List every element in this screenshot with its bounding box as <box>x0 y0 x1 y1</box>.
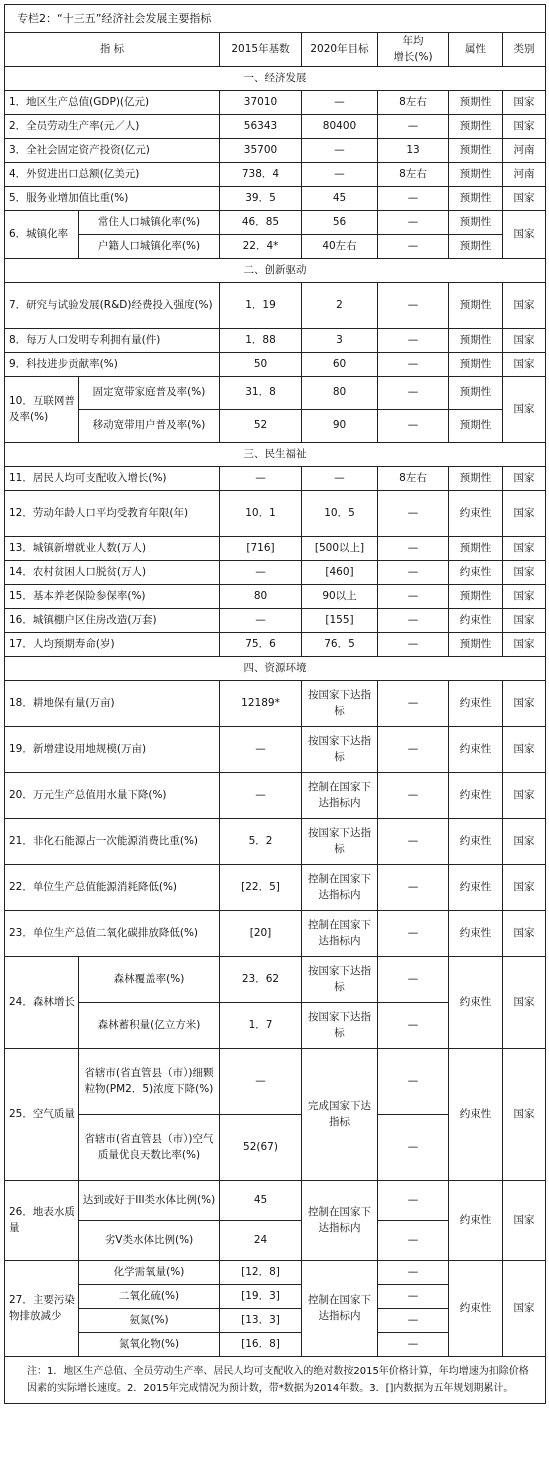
sub-indicator-name: 二氧化硫(%) <box>79 1285 220 1309</box>
cell-growth: — <box>378 1181 449 1221</box>
group-name: 25．空气质量 <box>5 1049 79 1181</box>
cell-type: 国家 <box>503 1049 546 1181</box>
section-header: 一、经济发展 <box>5 67 546 91</box>
indicator-name: 14．农村贫困人口脱贫(万人) <box>5 561 220 585</box>
indicator-name: 23．单位生产总值二氧化碳排放降低(%) <box>5 911 220 957</box>
group-name: 24．森林增长 <box>5 957 79 1049</box>
table-row <box>5 957 546 1003</box>
cell-growth: — <box>378 1003 449 1049</box>
indicator-name: 18．耕地保有量(万亩) <box>5 681 220 727</box>
cell-type: 国家 <box>503 283 546 329</box>
cell-attr: 约束性 <box>449 1049 503 1181</box>
indicators-table <box>4 4 546 1404</box>
cell-target: 2 <box>302 283 378 329</box>
group-name: 26．地表水质量 <box>5 1181 79 1261</box>
cell-target: 按国家下达指标 <box>302 819 378 865</box>
cell-target: 60 <box>302 353 378 377</box>
cell-type: 国家 <box>503 115 546 139</box>
cell-target: — <box>302 467 378 491</box>
cell-attr: 约束性 <box>449 609 503 633</box>
indicator-name: 7．研究与试验发展(R&D)经费投入强度(%) <box>5 283 220 329</box>
table-row <box>5 585 546 609</box>
cell-base: [22．5] <box>220 865 302 911</box>
cell-attr: 预期性 <box>449 410 503 443</box>
table-row <box>5 283 546 329</box>
sub-indicator-name: 氨氮(%) <box>79 1309 220 1333</box>
sub-indicator-name: 固定宽带家庭普及率(%) <box>79 377 220 410</box>
cell-base: 37010 <box>220 91 302 115</box>
cell-attr: 预期性 <box>449 329 503 353</box>
table-row <box>5 609 546 633</box>
table-row <box>5 377 546 410</box>
cell-growth: — <box>378 727 449 773</box>
cell-target: — <box>302 91 378 115</box>
cell-base: [12．8] <box>220 1261 302 1285</box>
cell-target: 控制在国家下达指标内 <box>302 1181 378 1261</box>
cell-growth: — <box>378 1333 449 1357</box>
indicator-name: 19．新增建设用地规模(万亩) <box>5 727 220 773</box>
sub-indicator-name: 省辖市(省直管县（市）)空气质量优良天数比率(%) <box>79 1115 220 1181</box>
cell-attr: 预期性 <box>449 377 503 410</box>
cell-base: [20] <box>220 911 302 957</box>
cell-type: 国家 <box>503 561 546 585</box>
cell-growth: — <box>378 115 449 139</box>
cell-growth: — <box>378 1115 449 1181</box>
cell-growth: — <box>378 585 449 609</box>
table-row <box>5 115 546 139</box>
cell-growth: — <box>378 865 449 911</box>
cell-type: 国家 <box>503 353 546 377</box>
cell-target: 3 <box>302 329 378 353</box>
header-growth: 年均 增长(%) <box>378 33 449 67</box>
cell-attr: 预期性 <box>449 283 503 329</box>
table-row <box>5 633 546 657</box>
cell-attr: 约束性 <box>449 491 503 537</box>
table-row <box>5 353 546 377</box>
cell-target: 10．5 <box>302 491 378 537</box>
table-row <box>5 187 546 211</box>
cell-target: 45 <box>302 187 378 211</box>
cell-growth: — <box>378 235 449 259</box>
cell-base: 45 <box>220 1181 302 1221</box>
cell-attr: 预期性 <box>449 187 503 211</box>
indicator-name: 12．劳动年龄人口平均受教育年限(年) <box>5 491 220 537</box>
cell-base: 1．88 <box>220 329 302 353</box>
cell-base: 50 <box>220 353 302 377</box>
cell-target: 完成国家下达指标 <box>302 1049 378 1181</box>
cell-base: 10．1 <box>220 491 302 537</box>
cell-type: 国家 <box>503 633 546 657</box>
cell-type: 河南 <box>503 139 546 163</box>
cell-target: 80400 <box>302 115 378 139</box>
cell-base: 738．4 <box>220 163 302 187</box>
cell-target: 控制在国家下达指标内 <box>302 773 378 819</box>
table-row <box>5 773 546 819</box>
table-row <box>5 1049 546 1115</box>
group-name: 6．城镇化率 <box>5 211 79 259</box>
cell-growth: — <box>378 187 449 211</box>
cell-target: [500以上] <box>302 537 378 561</box>
sub-indicator-name: 氮氧化物(%) <box>79 1333 220 1357</box>
cell-growth: — <box>378 1049 449 1115</box>
header-type: 类别 <box>503 33 546 67</box>
cell-type: 国家 <box>503 187 546 211</box>
sub-indicator-name: 森林覆盖率(%) <box>79 957 220 1003</box>
table-row <box>5 491 546 537</box>
cell-base: 24 <box>220 1221 302 1261</box>
cell-attr: 约束性 <box>449 561 503 585</box>
cell-base: [716] <box>220 537 302 561</box>
cell-growth: — <box>378 1221 449 1261</box>
indicator-name: 2．全员劳动生产率(元／人) <box>5 115 220 139</box>
sub-indicator-name: 户籍人口城镇化率(%) <box>79 235 220 259</box>
cell-base: 75．6 <box>220 633 302 657</box>
table-note: 注：1．地区生产总值、全员劳动生产率、居民人均可支配收入的绝对数按2015年价格计算，年均增速为扣除价格因素的实际增长速度。2．2015年完成情况为预计数，带*数据为2014年数。3．[]内数据为五年规划期累计。 <box>5 1357 546 1404</box>
cell-attr: 预期性 <box>449 633 503 657</box>
cell-attr: 约束性 <box>449 957 503 1049</box>
table-title: 专栏2：“十三五”经济社会发展主要指标 <box>5 5 546 33</box>
group-name: 10．互联网普及率(%) <box>5 377 79 443</box>
cell-growth: — <box>378 283 449 329</box>
cell-type: 国家 <box>503 609 546 633</box>
cell-base: 35700 <box>220 139 302 163</box>
cell-target: 按国家下达指标 <box>302 1003 378 1049</box>
cell-type: 国家 <box>503 585 546 609</box>
indicator-name: 5．服务业增加值比重(%) <box>5 187 220 211</box>
cell-base: 22．4* <box>220 235 302 259</box>
cell-attr: 约束性 <box>449 727 503 773</box>
header-base: 2015年基数 <box>220 33 302 67</box>
indicator-name: 16．城镇棚户区住房改造(万套) <box>5 609 220 633</box>
cell-type: 国家 <box>503 211 546 259</box>
cell-growth: — <box>378 609 449 633</box>
table-row <box>5 1181 546 1221</box>
table-row <box>5 235 546 259</box>
cell-attr: 预期性 <box>449 115 503 139</box>
cell-attr: 预期性 <box>449 537 503 561</box>
cell-target: 按国家下达指标 <box>302 957 378 1003</box>
table-row <box>5 727 546 773</box>
cell-base: 31．8 <box>220 377 302 410</box>
cell-base: 52(67) <box>220 1115 302 1181</box>
cell-type: 国家 <box>503 681 546 727</box>
table-row <box>5 211 546 235</box>
table-row <box>5 1261 546 1285</box>
cell-growth: 13 <box>378 139 449 163</box>
cell-growth: — <box>378 773 449 819</box>
cell-base: — <box>220 467 302 491</box>
table-row <box>5 561 546 585</box>
cell-base: 39．5 <box>220 187 302 211</box>
cell-attr: 预期性 <box>449 91 503 115</box>
cell-base: 1．7 <box>220 1003 302 1049</box>
cell-growth: — <box>378 537 449 561</box>
cell-target: [155] <box>302 609 378 633</box>
cell-base: 5．2 <box>220 819 302 865</box>
sub-indicator-name: 省辖市(省直管县（市）)细颗粒物(PM2．5)浓度下降(%) <box>79 1049 220 1115</box>
cell-growth: — <box>378 1309 449 1333</box>
table-row <box>5 819 546 865</box>
cell-type: 国家 <box>503 865 546 911</box>
cell-target: — <box>302 163 378 187</box>
cell-growth: — <box>378 410 449 443</box>
cell-base: [16．8] <box>220 1333 302 1357</box>
cell-base: — <box>220 561 302 585</box>
indicator-name: 20．万元生产总值用水量下降(%) <box>5 773 220 819</box>
cell-growth: 8左右 <box>378 163 449 187</box>
cell-type: 国家 <box>503 957 546 1049</box>
cell-attr: 约束性 <box>449 1261 503 1357</box>
cell-base: — <box>220 1049 302 1115</box>
table-row <box>5 163 546 187</box>
cell-type: 国家 <box>503 727 546 773</box>
indicator-name: 15．基本养老保险参保率(%) <box>5 585 220 609</box>
cell-base: 46．85 <box>220 211 302 235</box>
header-row <box>5 33 546 67</box>
cell-growth: — <box>378 911 449 957</box>
cell-growth: — <box>378 329 449 353</box>
cell-target: 80 <box>302 377 378 410</box>
cell-base: 52 <box>220 410 302 443</box>
cell-type: 国家 <box>503 819 546 865</box>
cell-growth: — <box>378 819 449 865</box>
cell-target: [460] <box>302 561 378 585</box>
sub-indicator-name: 移动宽带用户普及率(%) <box>79 410 220 443</box>
cell-growth: — <box>378 1261 449 1285</box>
table-row <box>5 865 546 911</box>
cell-type: 河南 <box>503 163 546 187</box>
cell-growth: — <box>378 681 449 727</box>
sub-indicator-name: 劣V类水体比例(%) <box>79 1221 220 1261</box>
table-row <box>5 681 546 727</box>
cell-type: 国家 <box>503 329 546 353</box>
cell-base: — <box>220 727 302 773</box>
cell-type: 国家 <box>503 537 546 561</box>
cell-growth: — <box>378 211 449 235</box>
table-row <box>5 911 546 957</box>
table-row <box>5 91 546 115</box>
cell-target: 按国家下达指标 <box>302 727 378 773</box>
cell-base: [19．3] <box>220 1285 302 1309</box>
table-row <box>5 410 546 443</box>
cell-target: 按国家下达指标 <box>302 681 378 727</box>
sub-indicator-name: 常住人口城镇化率(%) <box>79 211 220 235</box>
header-indicator: 指 标 <box>5 33 220 67</box>
cell-type: 国家 <box>503 467 546 491</box>
cell-base: 23．62 <box>220 957 302 1003</box>
cell-attr: 预期性 <box>449 585 503 609</box>
cell-attr: 预期性 <box>449 353 503 377</box>
cell-base: 12189* <box>220 681 302 727</box>
cell-attr: 约束性 <box>449 865 503 911</box>
indicator-name: 13．城镇新增就业人数(万人) <box>5 537 220 561</box>
section-header: 三、民生福祉 <box>5 443 546 467</box>
cell-attr: 约束性 <box>449 1181 503 1261</box>
cell-target: 40左右 <box>302 235 378 259</box>
cell-attr: 预期性 <box>449 235 503 259</box>
cell-type: 国家 <box>503 773 546 819</box>
cell-type: 国家 <box>503 377 546 443</box>
cell-growth: — <box>378 353 449 377</box>
cell-attr: 约束性 <box>449 819 503 865</box>
cell-base: 1．19 <box>220 283 302 329</box>
indicator-name: 17．人均预期寿命(岁) <box>5 633 220 657</box>
cell-growth: — <box>378 377 449 410</box>
indicator-name: 8．每万人口发明专利拥有量(件) <box>5 329 220 353</box>
cell-attr: 约束性 <box>449 773 503 819</box>
cell-attr: 预期性 <box>449 211 503 235</box>
cell-base: — <box>220 773 302 819</box>
cell-target: 90 <box>302 410 378 443</box>
cell-attr: 约束性 <box>449 681 503 727</box>
cell-base: — <box>220 609 302 633</box>
section-header: 四、资源环境 <box>5 657 546 681</box>
sub-indicator-name: 森林蓄积量(亿立方米) <box>79 1003 220 1049</box>
cell-attr: 预期性 <box>449 139 503 163</box>
cell-base: 56343 <box>220 115 302 139</box>
cell-growth: — <box>378 633 449 657</box>
table-row <box>5 537 546 561</box>
cell-attr: 预期性 <box>449 467 503 491</box>
indicator-name: 22．单位生产总值能源消耗降低(%) <box>5 865 220 911</box>
cell-base: [13．3] <box>220 1309 302 1333</box>
group-name: 27．主要污染物排放减少 <box>5 1261 79 1357</box>
table-row <box>5 467 546 491</box>
indicator-name: 3．全社会固定资产投资(亿元) <box>5 139 220 163</box>
indicator-name: 4．外贸进出口总额(亿美元) <box>5 163 220 187</box>
cell-attr: 约束性 <box>449 911 503 957</box>
cell-type: 国家 <box>503 1181 546 1261</box>
cell-attr: 预期性 <box>449 163 503 187</box>
cell-growth: — <box>378 1285 449 1309</box>
cell-type: 国家 <box>503 491 546 537</box>
cell-growth: 8左右 <box>378 91 449 115</box>
cell-growth: — <box>378 561 449 585</box>
indicator-name: 21．非化石能源占一次能源消费比重(%) <box>5 819 220 865</box>
cell-base: 80 <box>220 585 302 609</box>
section-header: 二、创新驱动 <box>5 259 546 283</box>
header-attr: 属性 <box>449 33 503 67</box>
indicator-name: 1．地区生产总值(GDP)(亿元) <box>5 91 220 115</box>
cell-type: 国家 <box>503 1261 546 1357</box>
indicator-name: 9．科技进步贡献率(%) <box>5 353 220 377</box>
cell-growth: — <box>378 491 449 537</box>
cell-target: 90以上 <box>302 585 378 609</box>
cell-target: 控制在国家下达指标内 <box>302 1261 378 1357</box>
table-row <box>5 329 546 353</box>
sub-indicator-name: 达到或好于III类水体比例(%) <box>79 1181 220 1221</box>
cell-growth: — <box>378 957 449 1003</box>
sub-indicator-name: 化学需氧量(%) <box>79 1261 220 1285</box>
cell-type: 国家 <box>503 91 546 115</box>
cell-type: 国家 <box>503 911 546 957</box>
indicator-name: 11．居民人均可支配收入增长(%) <box>5 467 220 491</box>
header-target: 2020年目标 <box>302 33 378 67</box>
cell-target: 控制在国家下达指标内 <box>302 911 378 957</box>
cell-target: — <box>302 139 378 163</box>
table-row <box>5 139 546 163</box>
cell-growth: 8左右 <box>378 467 449 491</box>
cell-target: 控制在国家下达指标内 <box>302 865 378 911</box>
cell-target: 76．5 <box>302 633 378 657</box>
cell-target: 56 <box>302 211 378 235</box>
